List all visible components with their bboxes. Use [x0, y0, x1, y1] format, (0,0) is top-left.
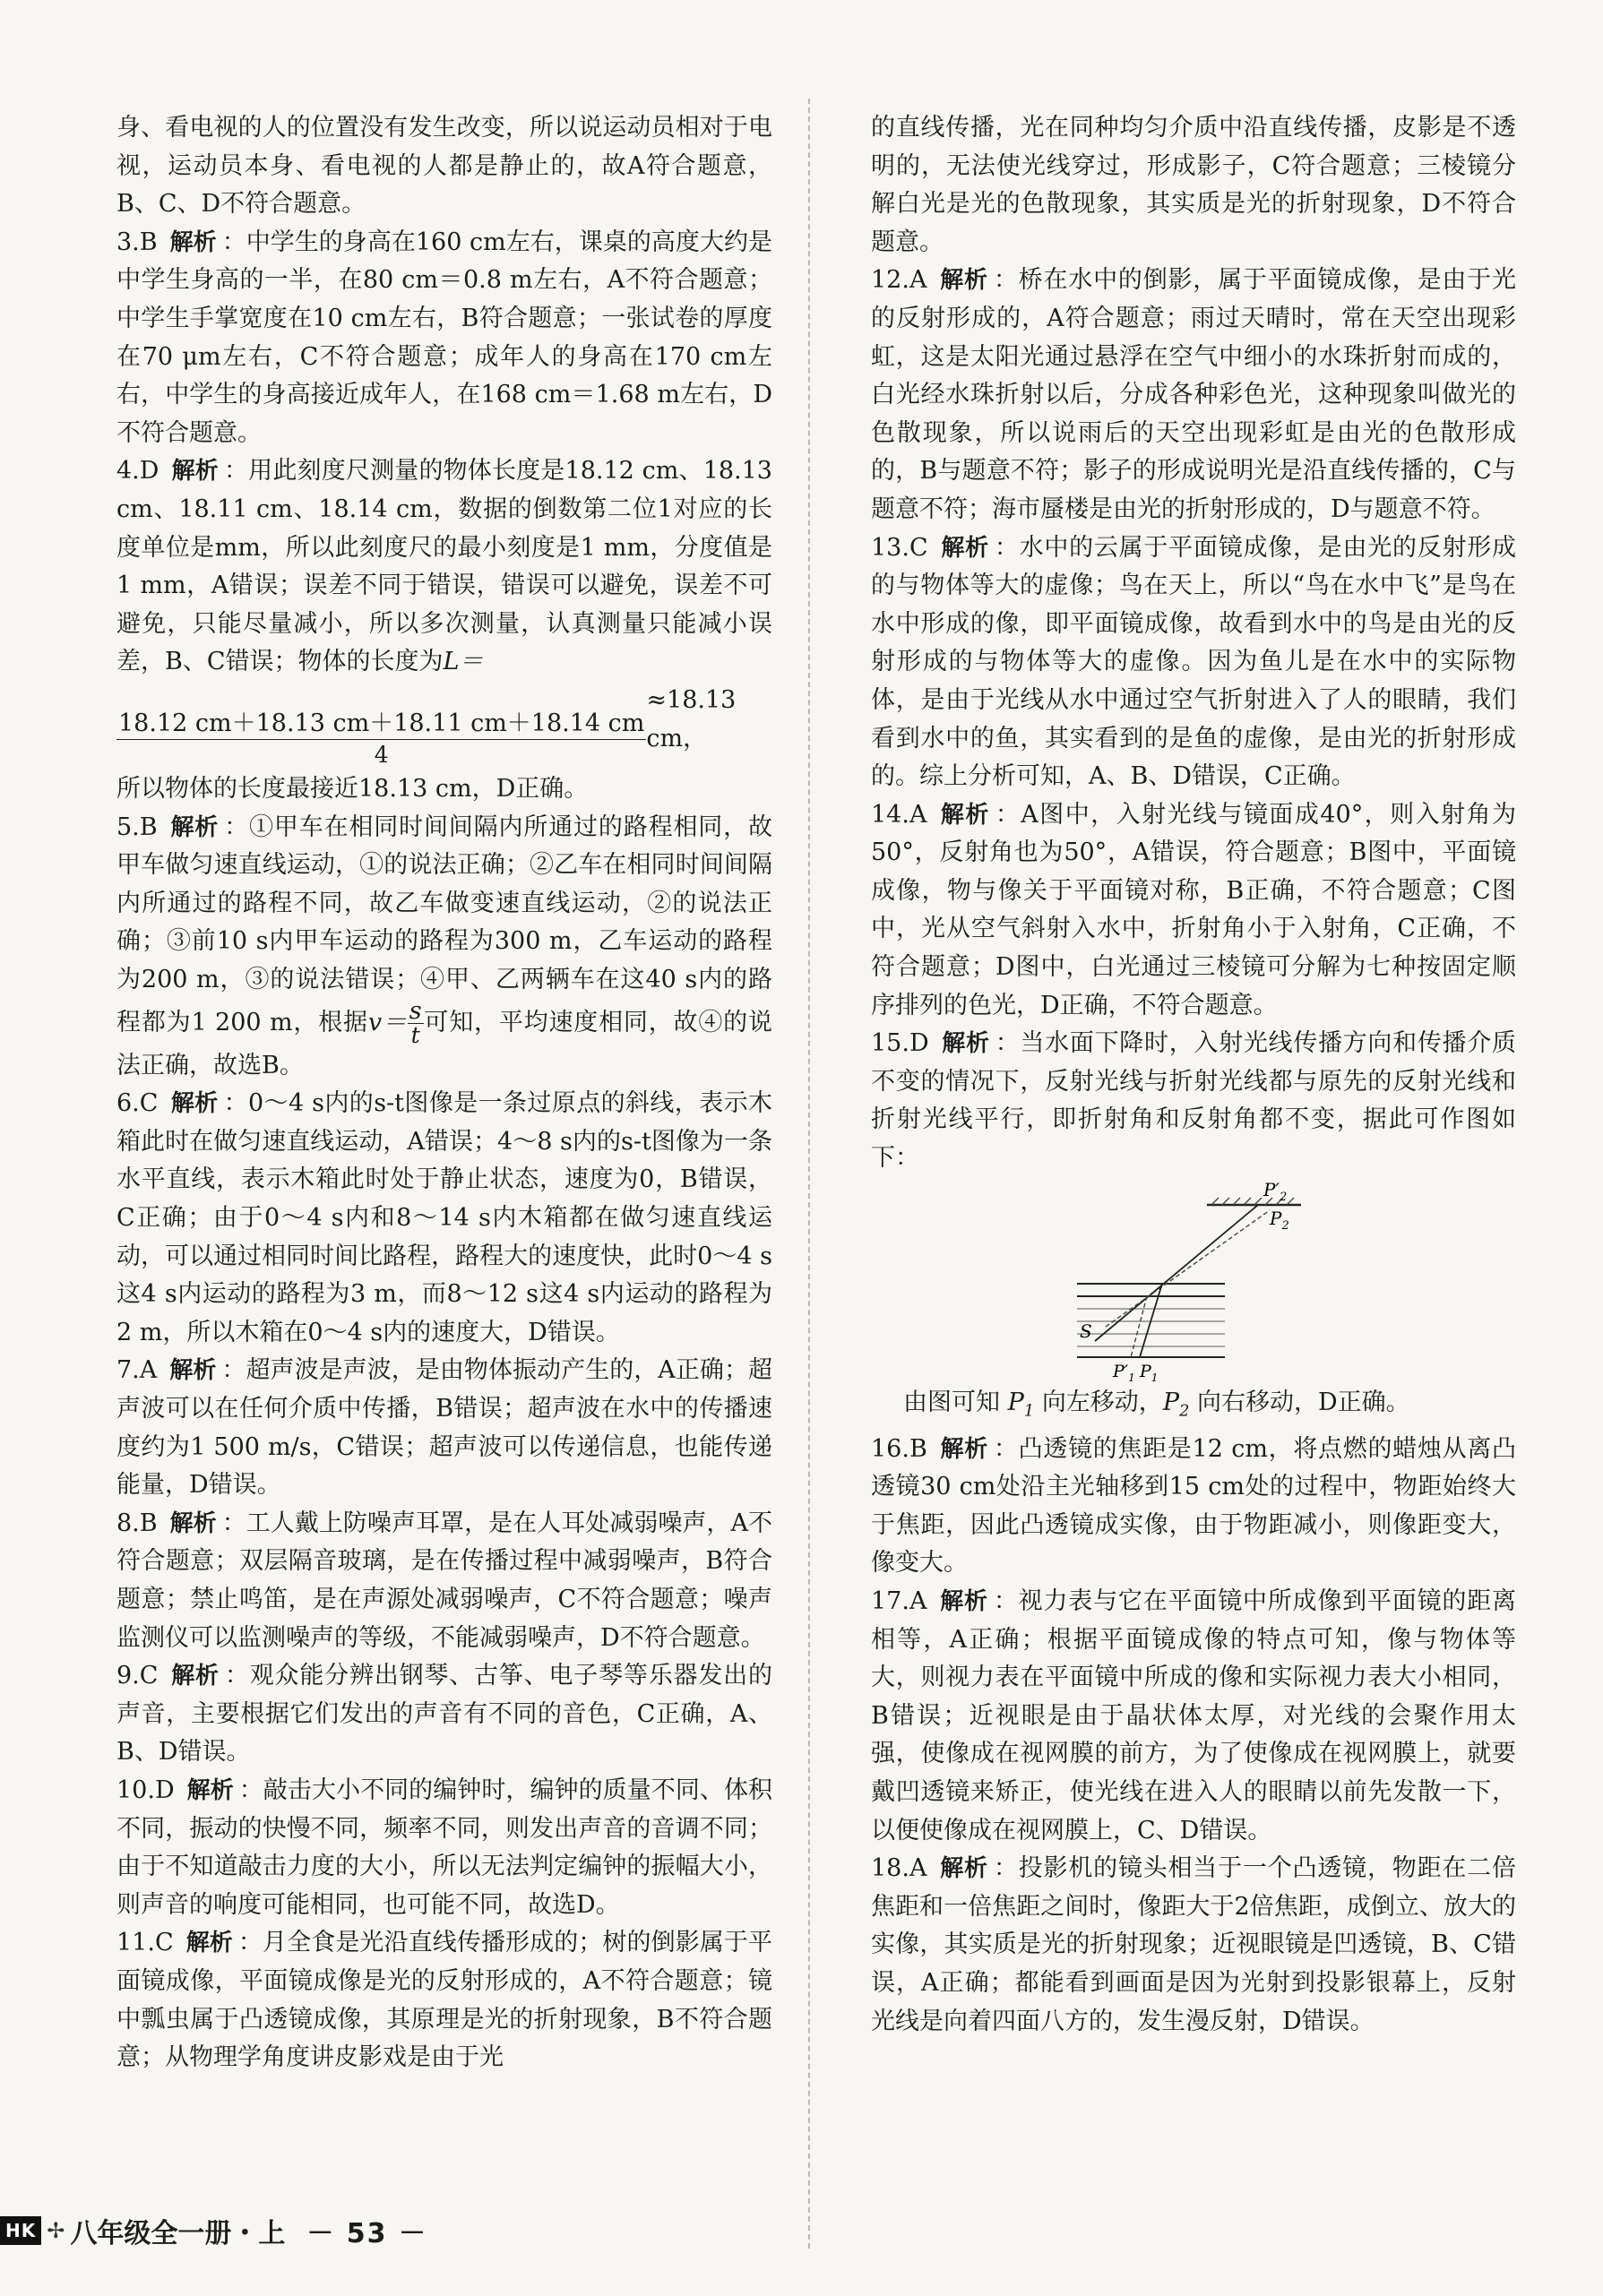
answer-number: 4.D [116, 457, 159, 486]
answer-text: ：观众能分辨出钢琴、古筝、电子琴等乐器发出的声音，主要根据它们发出的声音有不同的音色，C正确，A、B、D错误。 [116, 1662, 772, 1767]
answer-number: 5.B [116, 813, 158, 841]
analysis-tag: 解析 [939, 267, 988, 295]
label-p1: $P_1$ [1140, 1361, 1159, 1384]
fraction-denominator: t [410, 1021, 420, 1048]
answer-10 [116, 1772, 772, 1924]
fraction-numerator: s [409, 996, 422, 1025]
conclusion-text: 向右移动，D正确。 [1197, 1388, 1410, 1416]
answer-text: 可知，平均速度相同，故④的说法正确，故选B。 [116, 1008, 772, 1079]
answer-text: ：当水面下降时，入射光线传播方向和传播介质不变的情况下，反射光线与折射光线都与原先的反射光线和折射光线平行，即折射角和反射角都不变，据此可作图如下： [871, 1029, 1516, 1173]
answer-12 [871, 262, 1516, 529]
answer-number: 11.C [116, 1929, 174, 1957]
right-column [871, 109, 1516, 2041]
analysis-tag: 解析 [186, 1776, 234, 1804]
p1-symbol: $P_1$ [1007, 1388, 1035, 1421]
answer-text: ：视力表与它在平面镜中所成像到平面镜的距离相等，A正确；根据平面镜成像的特点可知，像与物体等大，则视力表在平面镜中所成的像和实际视力表大小相同，B错误；近视眼是由于晶状体太厚，对光线的会聚作用太强，使像成在视网膜的前方，为了使像成在视网膜上，就要戴凹透镜来矫正，使光线在进入人的眼睛以前先发散一下，以便使像成在视网膜上，C、D错误。 [871, 1587, 1516, 1845]
speed-fraction [408, 996, 424, 1048]
answer-15 [871, 1025, 1516, 1177]
answer-number: 14.A [871, 800, 927, 829]
answer-18 [871, 1850, 1516, 2041]
answer-number: 18.A [871, 1854, 927, 1883]
answer-text: ：用此刻度尺测量的物体长度是18.12 cm、18.13 cm、18.11 cm、18.14 cm，数据的倒数第二位1对应的长度单位是mm，所以此刻度尺的最小刻度是1 mm，分度值是1 mm，A错误；误差不同于错误，错误可以避免，误差不可避免，只能尽量减小，所以多次测量，认真测量只能减小误差，B、C错误；物体的长度为 [116, 457, 772, 676]
answer-text: ：水中的云属于平面镜成像，是由光的反射形成的与物体等大的虚像；鸟在天上，所以“鸟在水中飞”是鸟在水中形成的像，即平面镜成像，故看到水中的鸟是由光的反射形成的与物体等大的虚像。因为鱼儿是在水中的实际物体，是由于光线从水中通过空气折射进入了人的眼睛，我们看到水中的鱼，其实看到的是鱼的虚像，是由光的折射形成的。综上分析可知，A、B、D错误，C正确。 [871, 533, 1516, 791]
figure-conclusion [871, 1384, 1516, 1431]
page-number: － 53 － [306, 2218, 427, 2249]
answer-11 [116, 1924, 772, 2077]
answer-4-tail [116, 770, 772, 809]
answer-text: ：投影机的镜头相当于一个凸透镜，物距在二倍焦距和一倍焦距之间时，像距大于2倍焦距，成倒立、放大的实像，其实质是光的折射现象；近视眼镜是凹透镜，B、C错误，A正确；都能看到画面是因为光射到投影银幕上，反射光线是向着四面八方的，发生漫反射，D错误。 [871, 1854, 1516, 2035]
analysis-tag: 解析 [170, 1663, 220, 1690]
analysis-tag: 解析 [939, 1435, 988, 1463]
answer-number: 7.A [116, 1356, 158, 1385]
analysis-tag: 解析 [169, 1357, 217, 1385]
fraction-numerator: 18.12 cm＋18.13 cm＋18.11 cm＋18.14 cm [116, 709, 646, 740]
answer-3 [116, 224, 772, 453]
label-p2-prime: $P'_2$ [1263, 1178, 1288, 1204]
left-column [116, 109, 772, 2077]
speed-symbol: v＝ [367, 1008, 408, 1036]
answer-9 [116, 1657, 772, 1772]
p2-symbol: $P_2$ [1162, 1388, 1190, 1421]
answer-text: ：中学生的身高在160 cm左右，课桌的高度大约是中学生身高的一半，在80 cm＝0.8 m左右，A不符合题意；中学生手掌宽度在10 cm左右，B符合题意；一张试卷的厚度在70 μm左右，C不符合题意；成年人的身高在170 cm左右，中学生的身高接近成年人，在168 cm＝1.68 m左右，D不符合题意。 [116, 228, 772, 447]
conclusion-text: 由图可知 [903, 1388, 1000, 1416]
answer-text: ：①甲车在相同时间间隔内所通过的路程相同，故甲车做匀速直线运动，①的说法正确；②乙车在相同时间间隔内所通过的路程不同，故乙车做变速直线运动，②的说法正确；③前10 s内甲车运动的路程为300 m，乙车运动的路程为200 m，③的说法错误；④甲、乙两辆车在这40 s内的路程都为1 200 m，根据 [116, 813, 772, 1036]
answer-number: 12.A [871, 266, 927, 295]
length-formula [116, 682, 772, 770]
answer-text: ：A图中，入射光线与镜面成40°，则入射角为50°，反射角也为50°，A错误，符合题意；B图中，平面镜成像，物与像关于平面镜对称，B正确，不符合题意；C图中，光从空气斜射入水中，折射角小于入射角，C正确，不符合题意；D图中，白光通过三棱镜可分解为七种按固定顺序排列的色光，D正确，不符合题意。 [871, 800, 1516, 1019]
incident-ray [1095, 1205, 1258, 1341]
answer-number: 10.D [116, 1776, 175, 1804]
answer-number: 16.B [871, 1434, 927, 1463]
answer-7 [116, 1352, 772, 1504]
answer-4 [116, 452, 772, 682]
answer-text: ：桥在水中的倒影，属于平面镜成像，是由于光的反射形成的，A符合题意；雨过天晴时，常在天空出现彩虹，这是太阳光通过悬浮在空气中细小的水珠折射而成的，白光经水珠折射以后，分成各种彩色光，这种现象叫做光的色散现象，所以说雨后的天空出现彩虹是由光的色散形成的，B与题意不符；影子的形成说明光是沿直线传播的，C与题意不符；海市蜃楼是由光的折射形成的，D与题意不符。 [871, 266, 1516, 523]
answer-number: 8.B [116, 1509, 158, 1537]
answer-14 [871, 796, 1516, 1026]
analysis-tag: 解析 [940, 534, 989, 562]
analysis-tag: 解析 [169, 228, 217, 256]
answer-text: ：月全食是光沿直线传播形成的；树的倒影属于平面镜成像，平面镜成像是光的反射形成的，A不符合题意；镜中瓢虫属于凸透镜成像，其原理是光的折射现象，B不符合题意；从物理学角度讲皮影戏是由于光 [116, 1929, 772, 2072]
analysis-tag: 解析 [185, 1930, 233, 1957]
analysis-tag: 解析 [939, 801, 990, 829]
analysis-tag: 解析 [939, 1855, 988, 1883]
conclusion-text: 向左移动， [1041, 1388, 1163, 1416]
answer-number: 9.C [116, 1662, 159, 1690]
analysis-tag: 解析 [169, 813, 220, 841]
answer-text: ：敲击大小不同的编钟时，编钟的质量不同、体积不同，振动的快慢不同，频率不同，则发出声音的音调不同；由于不知道敲击力度的大小，所以无法判定编钟的振幅大小，则声音的响度可能相同，也可能不同，故选D。 [116, 1776, 772, 1919]
continued-paragraph [871, 109, 1516, 262]
fraction [116, 709, 646, 770]
answer-6 [116, 1085, 772, 1352]
label-s: S [1080, 1320, 1092, 1342]
continued-paragraph [116, 109, 772, 224]
column-divider [808, 99, 810, 2249]
analysis-tag: 解析 [170, 1090, 219, 1118]
analysis-tag: 解析 [941, 1030, 990, 1058]
analysis-tag: 解析 [171, 458, 219, 486]
answer-number: 6.C [116, 1089, 159, 1118]
label-p2: $P_2$ [1270, 1207, 1289, 1233]
answer-13 [871, 529, 1516, 796]
answer-text: ：凸透镜的焦距是12 cm，将点燃的蜡烛从离凸透镜30 cm处沿主光轴移到15 cm处的过程中，物距始终大于焦距，因此凸透镜成实像，由于物距减小，则像距变大，像变大。 [871, 1434, 1516, 1578]
analysis-tag: 解析 [939, 1587, 988, 1615]
label-p1-prime: $P'_1$ [1113, 1361, 1135, 1384]
reflection-refraction-diagram [871, 1178, 1516, 1384]
answer-number: 15.D [871, 1029, 929, 1058]
answer-number: 17.A [871, 1587, 927, 1615]
answer-text: ：0～4 s内的s-t图像是一条过原点的斜线，表示木箱此时在做匀速直线运动，A错误；4～8 s内的s-t图像为一条水平直线，表示木箱此时处于静止状态，速度为0，B错误，C正确；由于0～4 s内和8～14 s内木箱都在做匀速直线运动，可以通过相同时间比路程，路程大的速度快，此时0～4 s这4 s内运动的路程为3 m，而8～12 s这4 s内运动的路程为2 m，所以木箱在0～4 s内的速度大，D错误。 [116, 1089, 772, 1346]
answer-text: ：超声波是声波，是由物体振动产生的，A正确；超声波可以在任何介质中传播，B错误；超声波在水中的传播速度约为1 500 m/s，C错误；超声波可以传递信息，也能传递能量，D错误。 [116, 1356, 772, 1500]
length-symbol: L＝ [443, 648, 484, 676]
paragraph-text: 身、看电视的人的位置没有发生改变，所以说运动员相对于电视，运动员本身、看电视的人都是静止的，故A符合题意，B、C、D不符合题意。 [116, 114, 772, 219]
optics-figure [871, 1178, 1516, 1384]
edition-badge: HK [0, 2216, 41, 2245]
book-title: 八年级全一册・上 [70, 2218, 286, 2249]
fraction-denominator: 4 [374, 742, 389, 769]
pen-nib-icon: ✢ [47, 2218, 65, 2243]
answer-text: 所以物体的长度最接近18.13 cm，D正确。 [116, 775, 589, 804]
answer-17 [871, 1583, 1516, 1850]
answer-number: 3.B [116, 228, 158, 256]
answer-8 [116, 1505, 772, 1657]
answer-5 [116, 809, 772, 1086]
answer-text: ：工人戴上防噪声耳罩，是在人耳处减弱噪声，A不符合题意；双层隔音玻璃，是在传播过程中减弱噪声，B符合题意；禁止鸣笛，是在声源处减弱噪声，C不符合题意；噪声监测仪可以监测噪声的等级，不能减弱噪声，D不符合题意。 [116, 1509, 772, 1652]
page-footer [0, 2213, 427, 2249]
analysis-tag: 解析 [169, 1509, 217, 1537]
answer-16 [871, 1431, 1516, 1583]
water-lines [1077, 1309, 1225, 1346]
answer-number: 13.C [871, 533, 928, 562]
paragraph-text: 的直线传播，光在同种均匀介质中沿直线传播，皮影是不透明的，无法使光线穿过，形成影子，C符合题意；三棱镜分解白光是光的色散现象，其实质是光的折射现象，D不符合题意。 [871, 114, 1516, 256]
formula-result: ≈18.13 cm， [646, 685, 737, 752]
